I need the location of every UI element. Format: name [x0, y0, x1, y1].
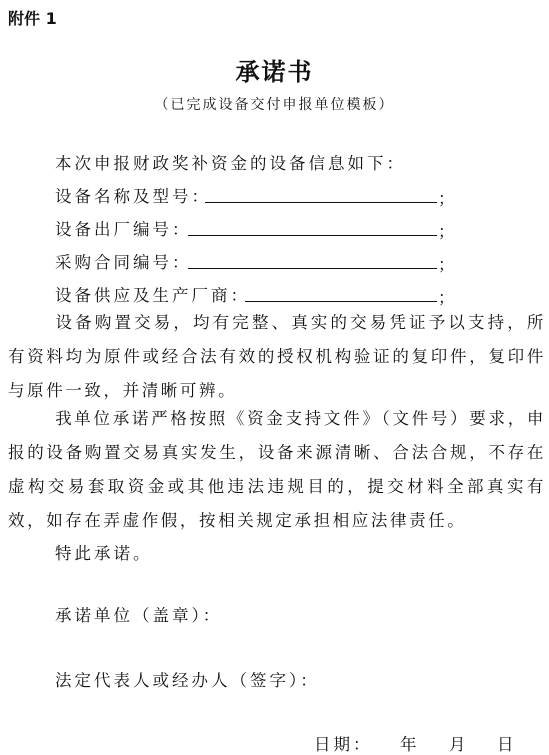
commitment-unit-label: 承诺单位（盖章）： — [55, 606, 223, 625]
field-end-supplier: ； — [438, 288, 455, 307]
document-title: 承诺书 — [235, 57, 314, 86]
paragraph-commitment — [8, 402, 546, 538]
field-end-serial-number: ； — [438, 222, 455, 241]
date-day: 日 — [497, 735, 517, 754]
field-label-contract-number: 采购合同编号： — [55, 253, 192, 272]
attachment-label: 附件 1 — [8, 9, 57, 28]
document-subtitle: （已完成设备交付申报单位模板） — [154, 97, 395, 113]
paragraph-2-text: 我单位承诺严格按照《资金支持文件》（文件号）要求，申报的设备购置交易真实发生，设备来源清晰、合法合规，不存在虚构交易套取资金或其他违法违规目的，提交材料全部真实有效，如存在弄虚作假，按相关规定承担相应法律责任。 — [8, 409, 546, 530]
date-year: 年 — [400, 735, 420, 754]
field-line-contract-number[interactable] — [188, 268, 437, 269]
representative-label: 法定代表人或经办人（签字）： — [55, 671, 320, 690]
intro-text: 本次申报财政奖补资金的设备信息如下： — [55, 154, 406, 173]
field-line-equipment-name[interactable] — [205, 202, 437, 203]
date-label: 日期： — [314, 735, 373, 754]
field-label-equipment-name: 设备名称及型号： — [55, 187, 211, 206]
field-line-serial-number[interactable] — [188, 235, 437, 236]
field-line-supplier[interactable] — [245, 301, 437, 302]
field-end-contract-number: ； — [438, 255, 455, 274]
paragraph-transaction-evidence — [8, 306, 546, 408]
field-label-supplier: 设备供应及生产厂商： — [55, 286, 250, 305]
field-label-serial-number: 设备出厂编号： — [55, 220, 192, 239]
paragraph-1-text: 设备购置交易，均有完整、真实的交易凭证予以支持，所有资料均为原件或经合法有效的授权机构验证的复印件，复印件与原件一致，并清晰可辨。 — [8, 313, 546, 400]
closing-text: 特此承诺。 — [55, 544, 153, 563]
field-end-equipment-name: ； — [438, 189, 455, 208]
date-month: 月 — [449, 735, 469, 754]
